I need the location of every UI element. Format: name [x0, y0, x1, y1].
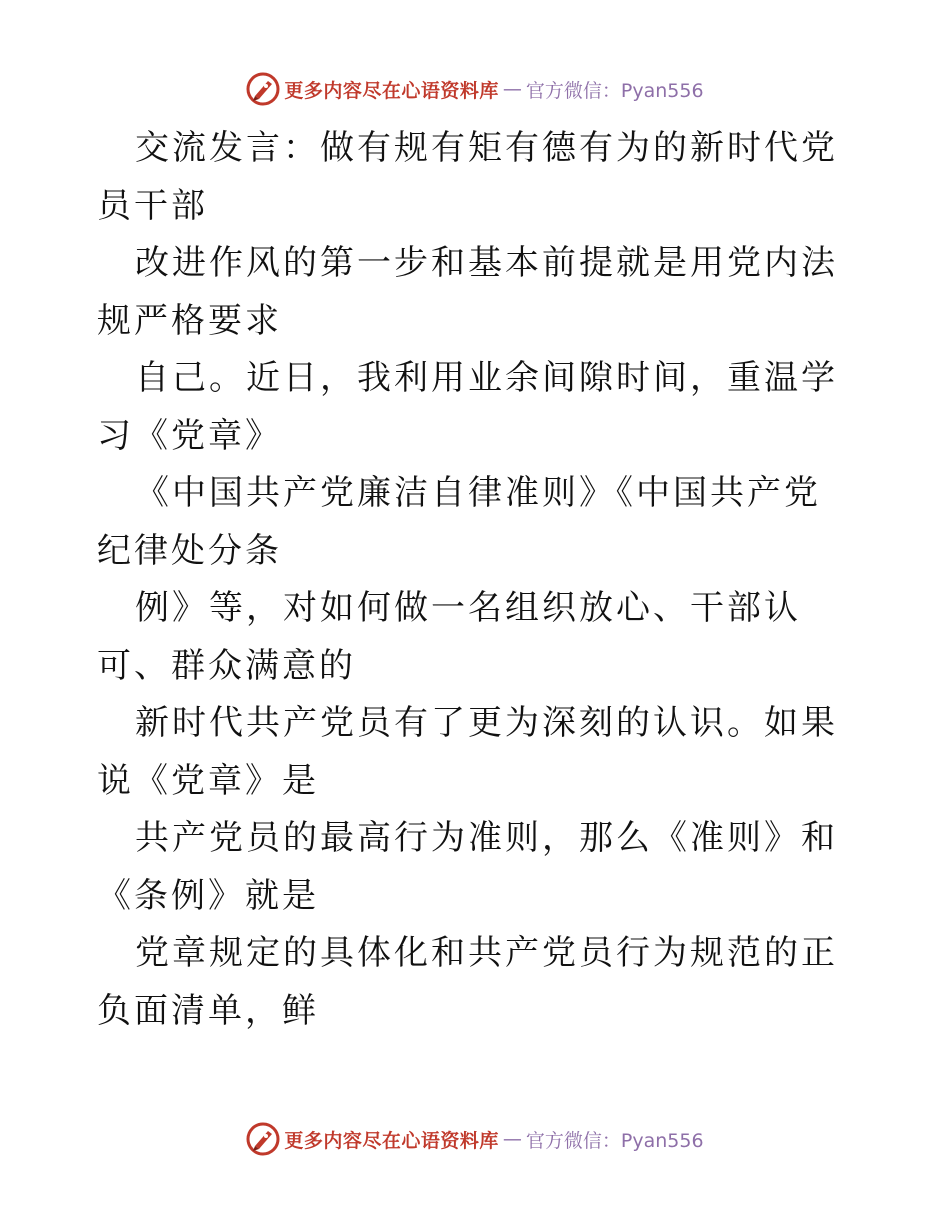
banner-wechat: 官方微信：Pyan556 — [525, 79, 704, 102]
footer-banner — [0, 1122, 950, 1156]
banner-separator: — — [502, 78, 522, 100]
paragraph: 共产党员的最高行为准则，那么《准则》和《条例》就是 — [97, 818, 838, 916]
banner-separator: — — [502, 1128, 522, 1150]
banner-text: 更多内容尽在心语资料库 — [284, 79, 499, 102]
banner-wechat: 官方微信：Pyan556 — [525, 1129, 704, 1152]
paragraph: 改进作风的第一步和基本前提就是用党内法规严格要求 — [97, 243, 838, 341]
pen-logo-icon — [246, 1122, 280, 1156]
paragraph: 《中国共产党廉洁自律准则》《中国共产党纪律处分条 — [97, 473, 821, 571]
pen-logo-icon — [246, 72, 280, 106]
paragraph: 党章规定的具体化和共产党员行为规范的正负面清单，鲜 — [97, 933, 838, 1031]
header-banner — [0, 72, 950, 106]
document-body — [97, 120, 857, 1040]
paragraph: 新时代共产党员有了更为深刻的认识。如果说《党章》是 — [97, 703, 838, 801]
document-title: 交流发言：做有规有矩有德有为的新时代党员干部 — [97, 128, 838, 226]
banner-text: 更多内容尽在心语资料库 — [284, 1129, 499, 1152]
paragraph: 例》等，对如何做一名组织放心、干部认可、群众满意的 — [97, 588, 801, 686]
paragraph: 自己。近日，我利用业余间隙时间，重温学习《党章》 — [97, 358, 838, 456]
